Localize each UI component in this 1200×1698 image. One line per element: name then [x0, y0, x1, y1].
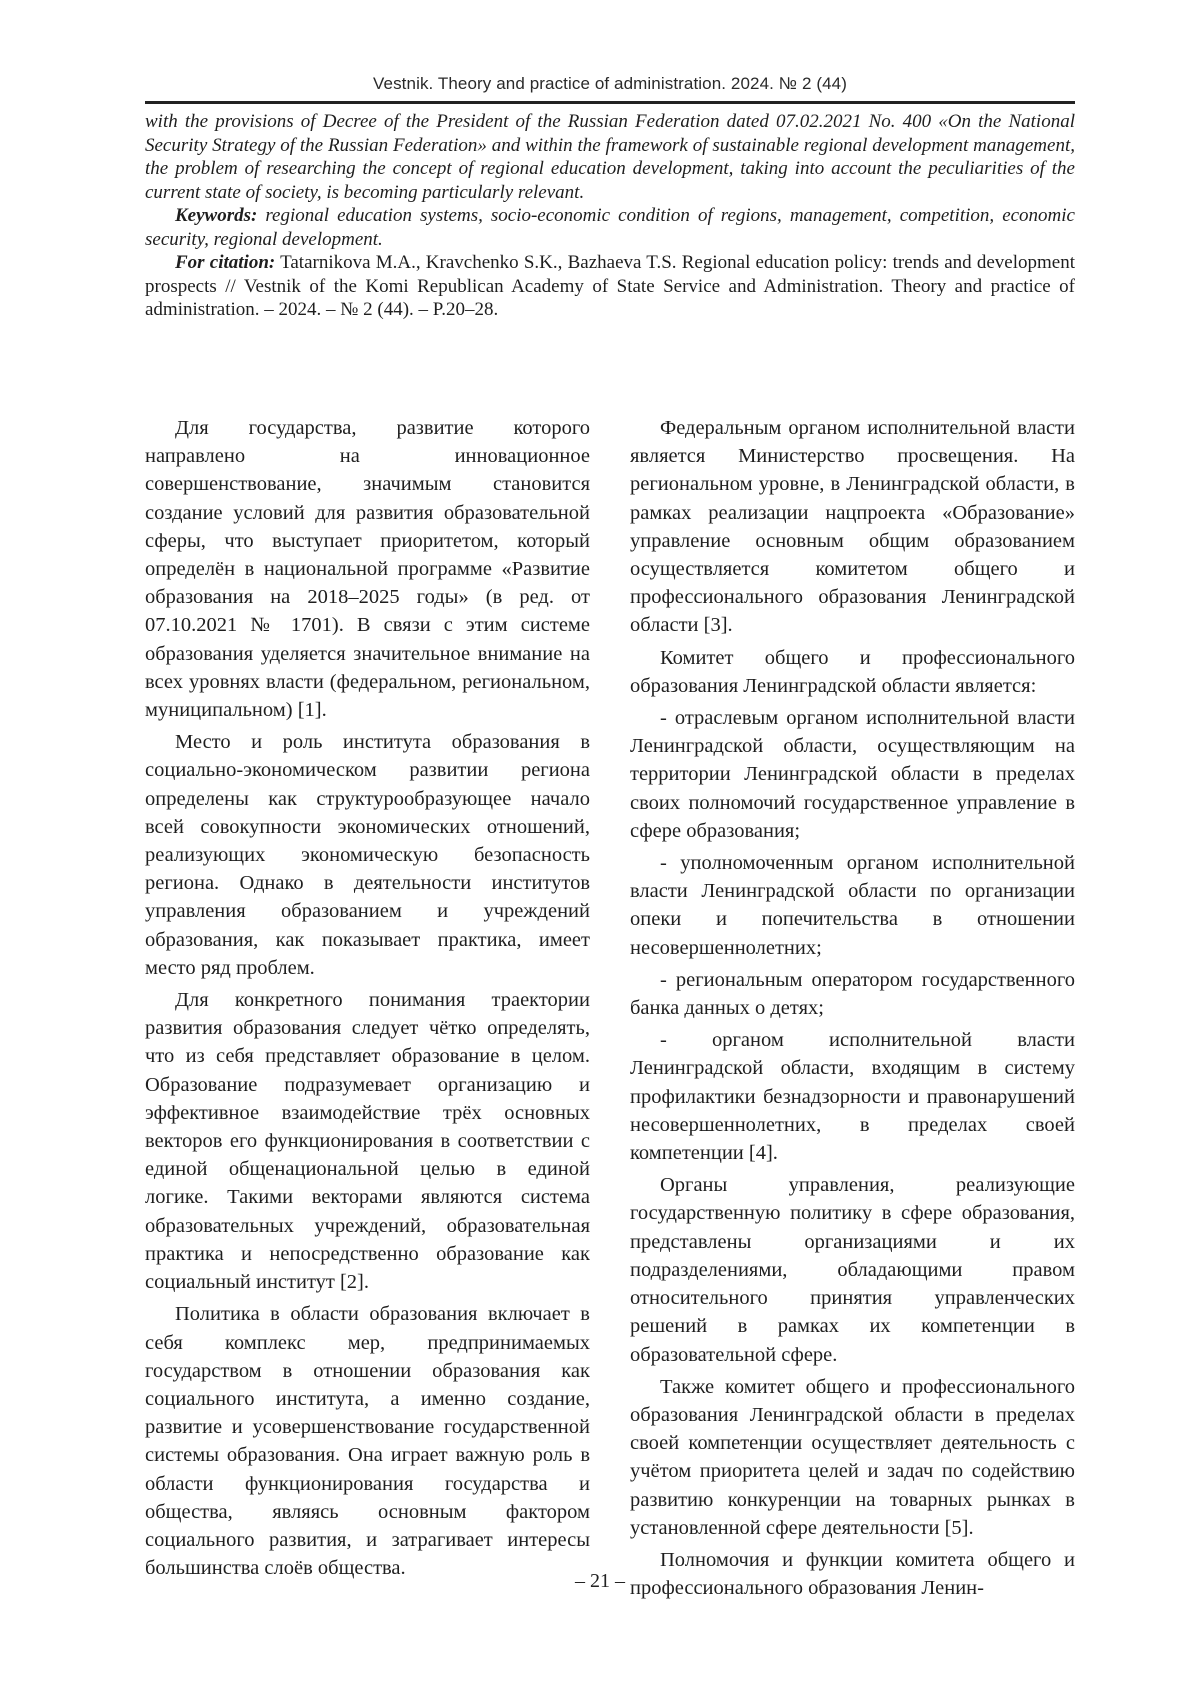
citation-text: Tatarnikova M.A., Kravchenko S.K., Bazhaeva T.S. Regional education policy: trends and development prospects // Vestnik of the Komi Republican Academy of State Service and Administration. Theory and practice of administration. – 2024. – № 2 (44). – P.20–28. [145, 252, 1075, 320]
list-item: - региональным оператором государственного банка данных о детях; [630, 968, 1075, 1020]
right-column [630, 414, 1075, 1606]
keywords-text: regional education systems, socio-economic condition of regions, management, competition, economic security, regional development. [145, 205, 1075, 250]
list-item: - органом исполнительной власти Ленинградской области, входящим в систему профилактики безнадзорности и правонарушений несовершеннолетних, в пределах своей компетенции [4]. [630, 1029, 1075, 1165]
abstract-continuation: with the provisions of Decree of the President of the Russian Federation dated 07.02.2021 No. 400 «On the National Security Strategy of the Russian Federation» and within the framework of sustainable regional development management, the problem of researching the concept of regional education development, taking into account the peculiarities of the current state of society, is becoming particularly relevant. [145, 111, 1075, 203]
body-paragraph: Комитет общего и профессионального образования Ленинградской области является: [630, 646, 1075, 697]
list-item: - уполномоченным органом исполнительной власти Ленинградской области по организации опеки и попечительства в отношении несовершеннолетних; [630, 852, 1075, 959]
left-column [145, 414, 590, 1586]
abstract-block [145, 110, 1075, 322]
body-paragraph: Место и роль института образования в социально-экономическом развитии региона определены как структурообразующее начало всей совокупности экономических отношений, реализующих экономическую безопасность региона. Однако в деятельности институтов управления образованием и учреждений образования, как показывает практика, имеет место ряд проблем. [145, 731, 590, 979]
list-item: - отраслевым органом исполнительной власти Ленинградской области, осуществляющим на территории Ленинградской области в пределах своих полномочий государственное управление в сфере образования; [630, 707, 1075, 842]
body-paragraph: Также комитет общего и профессионального образования Ленинградской области в пределах своей компетенции осуществляет деятельность с учётом приоритета целей и задач по содействию развитию конкуренции на товарных рынках в установленной сфере деятельности [5]. [630, 1375, 1075, 1539]
body-paragraph: Для конкретного понимания траектории развития образования следует чётко определять, что из себя представляет образование в целом. Образование подразумевает организацию и эффективное взаимодействие трёх основных векторов его функционирования в соответствии с единой общенациональной целью в единой логике. Такими векторами являются система образовательных учреждений, образовательная практика и непосредственно образование как социальный институт [2]. [145, 989, 590, 1294]
body-paragraph: Федеральным органом исполнительной власти является Министерство просвещения. На региональном уровне, в Ленинградской области, в рамках реализации нацпроекта «Образование» управление основным общим образованием осуществляется комитетом общего и профессионального образования Ленинградской области [3]. [630, 417, 1075, 637]
body-paragraph: Политика в области образования включает в себя комплекс мер, предпринимаемых государством в отношении образования как социального института, а именно создание, развитие и усовершенствование государственной системы образования. Она играет важную роль в области функционирования государства и общества, являясь основным фактором социального развития, и затрагивает интересы большинства слоёв общества. [145, 1303, 590, 1580]
keywords-label: Keywords: [175, 205, 258, 226]
running-head: Vestnik. Theory and practice of administration. 2024. № 2 (44) [373, 74, 847, 93]
keywords-paragraph [145, 204, 1075, 251]
page-number: – 21 – [575, 1570, 625, 1592]
citation-label: For citation: [175, 252, 276, 273]
citation-paragraph [145, 251, 1075, 322]
body-paragraph: Полномочия и функции комитета общего и профессионального образования Ленин- [630, 1548, 1075, 1600]
body-paragraph: Органы управления, реализующие государственную политику в сфере образования, представлены организациями и их подразделениями, обладающими правом относительного принятия управленческих решений в рамках их компетенции в образовательной сфере. [630, 1174, 1075, 1366]
header-rule [145, 101, 1075, 104]
body-paragraph: Для государства, развитие которого направлено на инновационное совершенствование, значимым становится создание условий для развития образовательной сферы, что выступает приоритетом, который определён в национальной программе «Развитие образования на 2018–2025 годы» (в ред. от 07.10.2021 № 1701). В связи с этим системе образования уделяется значительное внимание на всех уровнях власти (федеральном, региональном, муниципальном) [1]. [145, 417, 590, 722]
